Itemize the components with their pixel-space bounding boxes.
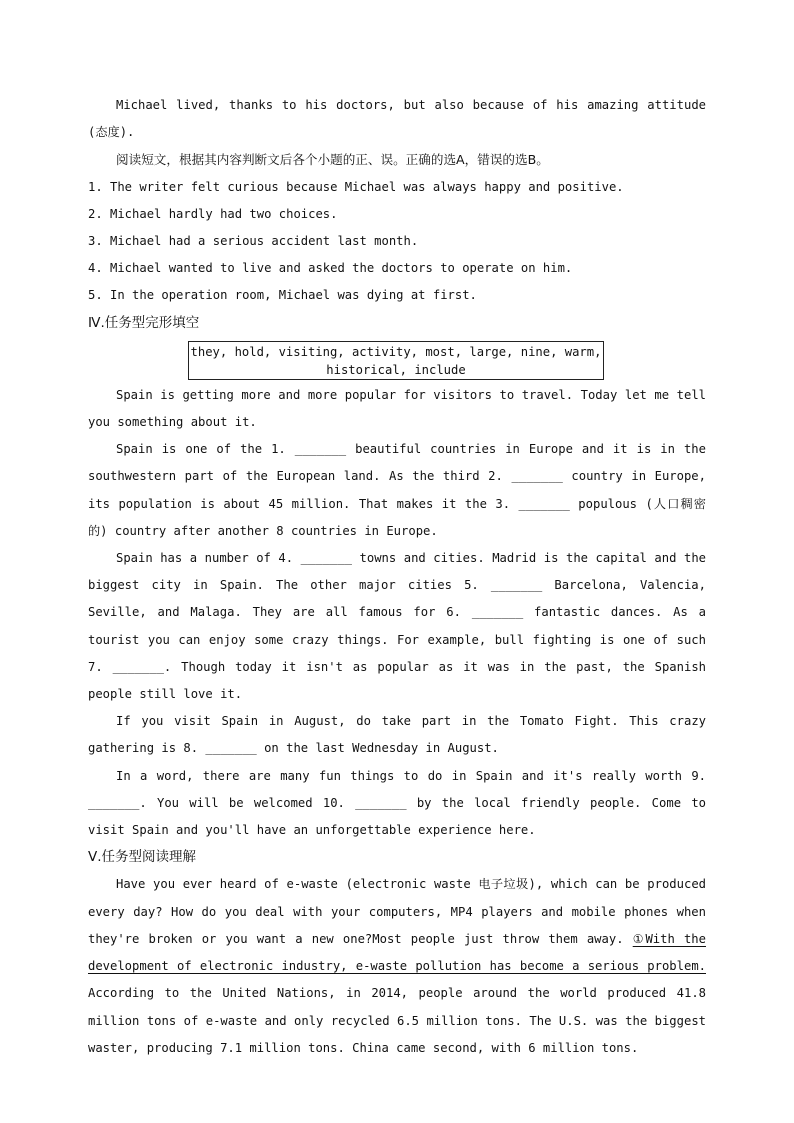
cloze-section-title: Ⅳ.任务型完形填空 — [88, 314, 200, 331]
cloze-paragraph-4: If you visit Spain in August, do take part in the Tomato Fight. This crazy gathering is 8. _______ on the last Wednesday in August. — [88, 714, 706, 756]
tf-question-2: 2. Michael hardly had two choices. — [88, 206, 338, 221]
document-body — [88, 92, 706, 1062]
reading-paragraph — [88, 871, 706, 1061]
tf-question-1: 1. The writer felt curious because Michael was always happy and positive. — [88, 179, 624, 194]
reading-text-start: Have you ever heard of e-waste (electronic waste 电子垃圾), which can be produced every day? How do you deal with your computers, MP4 players and mobile phones when they're broken or you want a new one?Most people just throw them away. — [88, 877, 706, 946]
underlined-sentence-1: ①With the development of electronic industry, e-waste pollution has become a serious problem. — [88, 931, 706, 974]
cloze-paragraph-3: Spain has a number of 4. _______ towns and cities. Madrid is the capital and the biggest city in Spain. The other major cities 5. _______ Barcelona, Valencia, Seville, and Malaga. They are all famous for 6. _______ fantastic dances. As a tourist you can enjoy some crazy things. For example, bull fighting is one of such 7. _______. Though today it isn't as popular as it was in the past, the Spanish people still love it. — [88, 551, 706, 702]
cloze-paragraph-5: In a word, there are many fun things to do in Spain and it's really worth 9. _______. You will be welcomed 10. _______ by the local friendly people. Come to visit Spain and you'll have an unforgettable experience here. — [88, 768, 706, 838]
word-bank-line: they, hold, visiting, activity, most, large, nine, warm, — [190, 344, 602, 359]
cloze-paragraph-2: Spain is one of the 1. _______ beautiful countries in Europe and it is in the southwestern part of the European land. As the third 2. _______ country in Europe, its population is about 45 million. That makes it the 3. _______ populous (人口稠密的) country after another 8 countries in Europe. — [88, 442, 706, 538]
tf-question-3: 3. Michael had a serious accident last month. — [88, 234, 419, 249]
true-false-instruction: 阅读短文，根据其内容判断文后各个小题的正、误。正确的选A，错误的选B。 — [116, 152, 549, 168]
reading-section-title: Ⅴ.任务型阅读理解 — [88, 849, 197, 866]
cloze-paragraph-1: Spain is getting more and more popular for visitors to travel. Today let me tell you something about it. — [88, 387, 706, 430]
intro-paragraph: Michael lived, thanks to his doctors, but also because of his amazing attitude (态度). — [88, 98, 706, 140]
tf-question-5: 5. In the operation room, Michael was dying at first. — [88, 288, 477, 303]
tf-question-4: 4. Michael wanted to live and asked the doctors to operate on him. — [88, 261, 573, 276]
word-bank-line: historical, include — [326, 362, 466, 377]
word-bank-box — [188, 341, 604, 380]
reading-text-end: According to the United Nations, in 2014, people around the world produced 41.8 million tons of e-waste and only recycled 6.5 million tons. The U.S. was the biggest waster, producing 7.1 million tons. China came second, with 6 million tons. — [88, 986, 706, 1055]
